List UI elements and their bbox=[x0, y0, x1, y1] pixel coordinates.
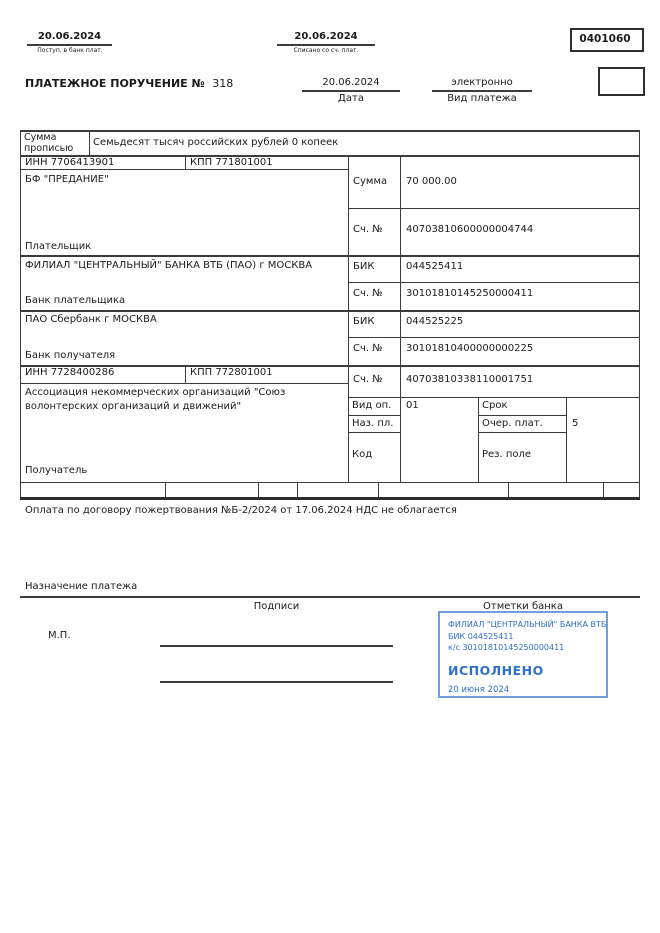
table-border bbox=[348, 282, 640, 283]
bank-stamp bbox=[438, 611, 608, 698]
received-date-underline bbox=[27, 44, 112, 46]
table-border bbox=[400, 155, 401, 482]
op-kind-label: Вид оп. bbox=[352, 400, 392, 411]
table-border bbox=[566, 397, 567, 482]
stamp-corr-account: к/с 30101810145250000411 bbox=[448, 643, 565, 652]
payer-bank-bik-value: 044525411 bbox=[406, 261, 464, 272]
table-border bbox=[20, 130, 640, 132]
payer-kpp: КПП 771801001 bbox=[190, 157, 273, 168]
table-border bbox=[348, 337, 640, 338]
table-bottom-border bbox=[20, 497, 640, 500]
payer-bank-account-label: Сч. № bbox=[353, 288, 383, 299]
sum-value: 70 000.00 bbox=[406, 176, 457, 187]
form-code: 0401060 bbox=[579, 33, 631, 45]
debited-date-caption: Списано со сч. плат. bbox=[293, 47, 359, 54]
payee-bank-bik-label: БИК bbox=[353, 316, 375, 327]
table-border bbox=[348, 397, 640, 398]
amount-words-value: Семьдесят тысяч российских рублей 0 копеек bbox=[93, 137, 339, 148]
payment-kind-value: электронно bbox=[451, 77, 513, 88]
term-label: Срок bbox=[482, 400, 508, 411]
stamp-bank-name: ФИЛИАЛ "ЦЕНТРАЛЬНЫЙ" БАНКА ВТБ bbox=[448, 620, 607, 629]
bank-marks-label: Отметки банка bbox=[483, 601, 563, 612]
stat-field-divider bbox=[258, 482, 259, 497]
payee-name: Ассоциация некоммерческих организаций "Союз волонтерских организаций и движений" bbox=[25, 387, 286, 412]
stamp-status: ИСПОЛНЕНО bbox=[448, 662, 544, 678]
signature-line bbox=[160, 681, 393, 683]
payee-account-label: Сч. № bbox=[353, 374, 383, 385]
signatures-label: Подписи bbox=[253, 601, 300, 612]
document-date: 20.06.2024 bbox=[322, 77, 380, 88]
payee-account-value: 40703810338110001751 bbox=[406, 374, 534, 385]
signature-line bbox=[160, 645, 393, 647]
payer-inn: ИНН 7706413901 bbox=[25, 157, 115, 168]
payer-bank-label: Банк плательщика bbox=[25, 295, 126, 306]
table-border bbox=[185, 155, 186, 169]
received-date: 20.06.2024 bbox=[37, 31, 102, 42]
document-title-text: ПЛАТЕЖНОЕ ПОРУЧЕНИЕ № bbox=[25, 77, 205, 90]
table-border bbox=[478, 432, 566, 433]
payer-name: БФ "ПРЕДАНИЕ" bbox=[25, 174, 109, 185]
payer-bank-bik-label: БИК bbox=[353, 261, 375, 272]
table-border bbox=[20, 383, 348, 384]
payment-kind-underline bbox=[432, 90, 532, 92]
table-border bbox=[20, 169, 348, 170]
priority-label: Очер. плат. bbox=[482, 418, 543, 429]
stat-field-divider bbox=[165, 482, 166, 497]
table-border bbox=[89, 130, 90, 155]
stat-field-divider bbox=[603, 482, 604, 497]
received-date-caption: Поступ. в банк плат. bbox=[37, 47, 103, 54]
table-border bbox=[185, 365, 186, 383]
table-border bbox=[478, 415, 566, 416]
stat-field-divider bbox=[297, 482, 298, 497]
payer-label: Плательщик bbox=[25, 241, 92, 252]
op-kind-value: 01 bbox=[406, 400, 419, 411]
payment-purpose-label: Назначение платежа bbox=[25, 581, 138, 592]
table-border bbox=[639, 130, 640, 497]
payee-bank-account-label: Сч. № bbox=[353, 343, 383, 354]
document-title bbox=[25, 78, 233, 90]
stamp-bik: БИК 044525411 bbox=[448, 631, 514, 641]
payer-bank-account-value: 30101810145250000411 bbox=[406, 288, 534, 299]
table-border bbox=[20, 482, 640, 483]
table-border bbox=[20, 130, 21, 497]
stat-field-divider bbox=[508, 482, 509, 497]
sum-label: Сумма bbox=[353, 176, 388, 187]
debited-date: 20.06.2024 bbox=[294, 31, 358, 42]
table-border bbox=[20, 310, 640, 312]
table-border bbox=[478, 397, 479, 482]
table-border bbox=[348, 155, 349, 482]
table-border bbox=[348, 415, 400, 416]
amount-words-label: Сумма прописью bbox=[24, 132, 74, 154]
date-label: Дата bbox=[338, 93, 364, 104]
seal-place-label: М.П. bbox=[48, 630, 71, 641]
form-code-box bbox=[570, 28, 644, 52]
empty-code-box bbox=[598, 67, 645, 96]
table-border bbox=[20, 255, 640, 257]
document-number: 318 bbox=[212, 77, 234, 90]
stamp-date: 20 июня 2024 bbox=[448, 684, 510, 695]
payee-kpp: КПП 772801001 bbox=[190, 367, 273, 378]
payee-bank-account-value: 30101810400000000225 bbox=[406, 343, 534, 354]
priority-value: 5 bbox=[572, 418, 579, 429]
code-label: Код bbox=[352, 449, 373, 460]
payee-bank-bik-value: 044525225 bbox=[406, 316, 464, 327]
purpose-underline bbox=[20, 596, 640, 598]
table-border bbox=[348, 432, 400, 433]
debited-date-underline bbox=[277, 44, 375, 46]
payment-purpose-text: Оплата по договору пожертвования №Б-2/2024 от 17.06.2024 НДС не облагается bbox=[25, 505, 457, 516]
payee-inn: ИНН 7728400286 bbox=[25, 367, 115, 378]
table-border bbox=[348, 208, 640, 209]
payee-bank-label: Банк получателя bbox=[25, 350, 116, 361]
reserve-field-label: Рез. поле bbox=[482, 449, 532, 460]
payer-account-value: 40703810600000004744 bbox=[406, 224, 534, 235]
date-underline bbox=[302, 90, 400, 92]
stat-field-divider bbox=[378, 482, 379, 497]
payer-bank-name: ФИЛИАЛ "ЦЕНТРАЛЬНЫЙ" БАНКА ВТБ (ПАО) г МОСКВА bbox=[25, 260, 313, 271]
pay-name-label: Наз. пл. bbox=[352, 418, 394, 429]
payee-label: Получатель bbox=[25, 465, 88, 476]
payee-bank-name: ПАО Сбербанк г МОСКВА bbox=[25, 314, 157, 325]
payer-account-label: Сч. № bbox=[353, 224, 383, 235]
payment-kind-label: Вид платежа bbox=[447, 93, 517, 104]
